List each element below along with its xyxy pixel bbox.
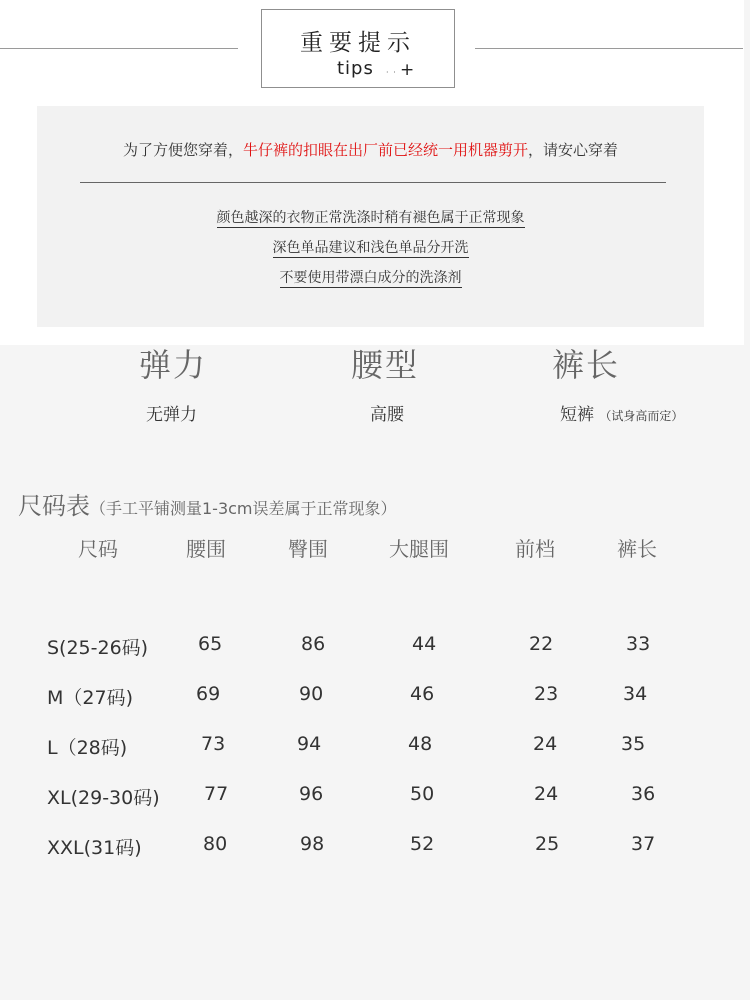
table-cell: 34 <box>623 683 648 705</box>
table-cell: S(25-26码) <box>47 637 149 659</box>
table-cell: 35 <box>621 733 646 755</box>
tips-dots: · · <box>386 68 397 77</box>
table-cell: 37 <box>631 833 656 855</box>
table-header: 大腿围 <box>389 537 449 561</box>
table-cell: 23 <box>534 683 559 705</box>
notice-item: 深色单品建议和浅色单品分开洗 <box>272 240 469 256</box>
notice-line-1 <box>37 139 704 160</box>
table-cell: 33 <box>626 633 651 655</box>
table-cell: 80 <box>203 833 228 855</box>
table-cell: 25 <box>535 833 560 855</box>
table-cell: 22 <box>529 633 554 655</box>
size-table-note: （手工平铺测量1-3cm误差属于正常现象） <box>90 499 397 518</box>
tips-panel <box>0 0 744 345</box>
size-table-title-text: 尺码表 <box>18 492 90 520</box>
table-cell: 98 <box>300 833 325 855</box>
table-cell: 24 <box>534 783 559 805</box>
table-cell: 52 <box>410 833 435 855</box>
table-header: 裤长 <box>617 537 657 561</box>
table-cell: 50 <box>410 783 435 805</box>
table-cell: 94 <box>297 733 322 755</box>
notice-divider <box>80 182 666 183</box>
attr-value-length <box>560 400 683 425</box>
table-header: 臀围 <box>288 537 328 561</box>
attr-value-waist: 高腰 <box>370 405 404 425</box>
table-header: 腰围 <box>186 537 226 561</box>
table-cell: 86 <box>301 633 326 655</box>
table-cell: 48 <box>408 733 433 755</box>
attr-title-waist: 腰型 <box>351 346 420 384</box>
header-divider-left <box>0 48 238 49</box>
table-header: 尺码 <box>78 537 118 561</box>
table-cell: 90 <box>299 683 324 705</box>
tips-subtitle: tips <box>337 58 374 79</box>
notice-line-1-prefix: 为了方便您穿着， <box>122 141 243 159</box>
attr-value-elasticity: 无弹力 <box>146 405 197 425</box>
tips-title-box <box>261 9 455 88</box>
table-cell: M（27码) <box>47 687 133 709</box>
table-cell: 24 <box>533 733 558 755</box>
notice-box <box>37 106 704 327</box>
table-header: 前档 <box>515 537 555 561</box>
table-cell: 96 <box>299 783 324 805</box>
table-cell: 36 <box>631 783 656 805</box>
table-cell: 77 <box>204 783 229 805</box>
notice-item: 颜色越深的衣物正常洗涤时稍有褪色属于正常现象 <box>216 210 525 226</box>
notice-line-1-highlight: 牛仔裤的扣眼在出厂前已经统一用机器剪开 <box>242 141 528 159</box>
notice-line-1-suffix: ，请安心穿着 <box>528 141 619 159</box>
table-cell: 46 <box>410 683 435 705</box>
table-cell: 69 <box>196 683 221 705</box>
header-divider-right <box>475 48 743 49</box>
table-cell: L（28码) <box>47 737 128 759</box>
table-cell: XL(29-30码) <box>47 787 160 809</box>
attr-value-length-text: 短裤 <box>560 405 594 425</box>
attr-note: （试身高而定） <box>599 409 684 423</box>
plus-icon: + <box>400 60 415 80</box>
tips-title: 重要提示 <box>300 30 416 56</box>
table-cell: XXL(31码) <box>47 837 142 859</box>
attr-title-length: 裤长 <box>552 346 621 384</box>
table-cell: 73 <box>201 733 226 755</box>
table-cell: 44 <box>412 633 437 655</box>
table-cell: 65 <box>198 633 223 655</box>
notice-item: 不要使用带漂白成分的洗涤剂 <box>279 270 462 286</box>
attr-title-elasticity: 弹力 <box>139 346 208 384</box>
size-table-title <box>18 486 397 521</box>
